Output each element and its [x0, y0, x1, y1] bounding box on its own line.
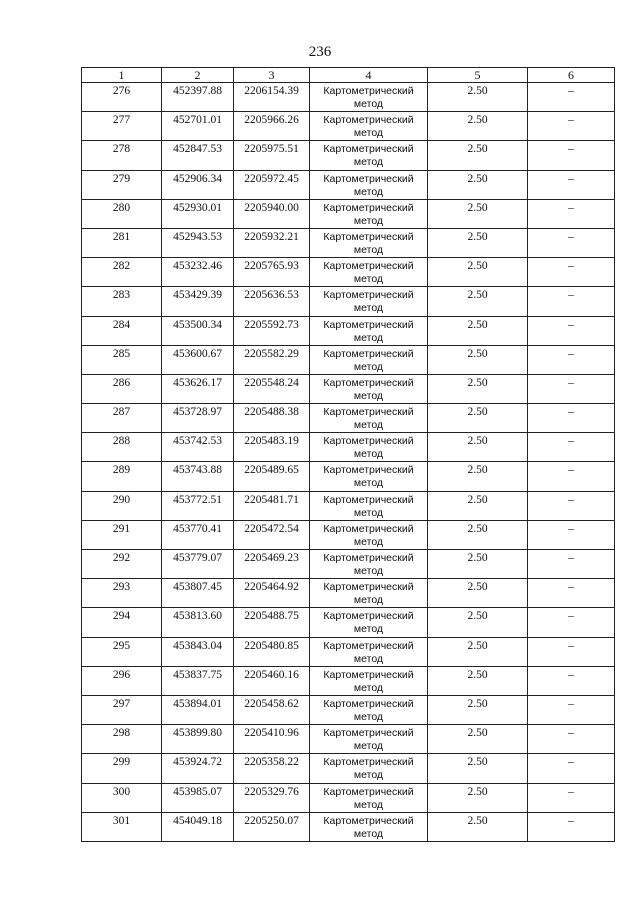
- x-coordinate-cell: 453600.67: [162, 345, 234, 374]
- note-cell: –: [528, 345, 615, 374]
- x-coordinate-cell: 452906.34: [162, 170, 234, 199]
- y-coordinate-cell: 2205472.54: [234, 520, 310, 549]
- y-coordinate-cell: 2205464.92: [234, 579, 310, 608]
- x-coordinate-cell: 453743.88: [162, 462, 234, 491]
- table-row: [82, 462, 615, 491]
- method-cell: Картометрический метод: [310, 608, 428, 637]
- table-row: [82, 374, 615, 403]
- column-header: 3: [234, 68, 310, 83]
- point-number-cell: 300: [82, 783, 162, 812]
- x-coordinate-cell: 453894.01: [162, 695, 234, 724]
- note-cell: –: [528, 579, 615, 608]
- x-coordinate-cell: 453813.60: [162, 608, 234, 637]
- accuracy-cell: 2.50: [428, 637, 528, 666]
- point-number-cell: 290: [82, 491, 162, 520]
- accuracy-cell: 2.50: [428, 725, 528, 754]
- y-coordinate-cell: 2205765.93: [234, 258, 310, 287]
- y-coordinate-cell: 2205975.51: [234, 141, 310, 170]
- note-cell: –: [528, 550, 615, 579]
- accuracy-cell: 2.50: [428, 112, 528, 141]
- x-coordinate-cell: 453807.45: [162, 579, 234, 608]
- accuracy-cell: 2.50: [428, 754, 528, 783]
- table-row: [82, 812, 615, 841]
- x-coordinate-cell: 452847.53: [162, 141, 234, 170]
- method-cell: Картометрический метод: [310, 83, 428, 112]
- note-cell: –: [528, 725, 615, 754]
- table-row: [82, 141, 615, 170]
- note-cell: –: [528, 462, 615, 491]
- note-cell: –: [528, 608, 615, 637]
- x-coordinate-cell: 453924.72: [162, 754, 234, 783]
- point-number-cell: 276: [82, 83, 162, 112]
- note-cell: –: [528, 812, 615, 841]
- accuracy-cell: 2.50: [428, 170, 528, 199]
- y-coordinate-cell: 2205966.26: [234, 112, 310, 141]
- page-number: 236: [308, 44, 332, 60]
- method-cell: Картометрический метод: [310, 404, 428, 433]
- accuracy-cell: 2.50: [428, 199, 528, 228]
- table-row: [82, 316, 615, 345]
- x-coordinate-cell: 452930.01: [162, 199, 234, 228]
- accuracy-cell: 2.50: [428, 608, 528, 637]
- accuracy-cell: 2.50: [428, 228, 528, 257]
- table-row: [82, 258, 615, 287]
- method-cell: Картометрический метод: [310, 462, 428, 491]
- point-number-cell: 283: [82, 287, 162, 316]
- accuracy-cell: 2.50: [428, 695, 528, 724]
- point-number-cell: 295: [82, 637, 162, 666]
- column-header: 4: [310, 68, 428, 83]
- method-cell: Картометрический метод: [310, 112, 428, 141]
- method-cell: Картометрический метод: [310, 374, 428, 403]
- table-body: [82, 83, 615, 842]
- x-coordinate-cell: 453772.51: [162, 491, 234, 520]
- accuracy-cell: 2.50: [428, 666, 528, 695]
- point-number-cell: 284: [82, 316, 162, 345]
- note-cell: –: [528, 141, 615, 170]
- method-cell: Картометрический метод: [310, 345, 428, 374]
- y-coordinate-cell: 2205488.75: [234, 608, 310, 637]
- x-coordinate-cell: 453500.34: [162, 316, 234, 345]
- table-row: [82, 783, 615, 812]
- x-coordinate-cell: 452701.01: [162, 112, 234, 141]
- point-number-cell: 296: [82, 666, 162, 695]
- table-row: [82, 112, 615, 141]
- table-row: [82, 725, 615, 754]
- point-number-cell: 299: [82, 754, 162, 783]
- accuracy-cell: 2.50: [428, 345, 528, 374]
- y-coordinate-cell: 2205972.45: [234, 170, 310, 199]
- method-cell: Картометрический метод: [310, 754, 428, 783]
- method-cell: Картометрический метод: [310, 783, 428, 812]
- table-row: [82, 666, 615, 695]
- point-number-cell: 285: [82, 345, 162, 374]
- method-cell: Картометрический метод: [310, 695, 428, 724]
- accuracy-cell: 2.50: [428, 579, 528, 608]
- y-coordinate-cell: 2205489.65: [234, 462, 310, 491]
- y-coordinate-cell: 2205410.96: [234, 725, 310, 754]
- note-cell: –: [528, 783, 615, 812]
- accuracy-cell: 2.50: [428, 550, 528, 579]
- x-coordinate-cell: 453843.04: [162, 637, 234, 666]
- accuracy-cell: 2.50: [428, 520, 528, 549]
- note-cell: –: [528, 491, 615, 520]
- y-coordinate-cell: 2205932.21: [234, 228, 310, 257]
- note-cell: –: [528, 170, 615, 199]
- x-coordinate-cell: 453899.80: [162, 725, 234, 754]
- point-number-cell: 286: [82, 374, 162, 403]
- table-row: [82, 199, 615, 228]
- table-row: [82, 550, 615, 579]
- table-row: [82, 579, 615, 608]
- x-coordinate-cell: 453626.17: [162, 374, 234, 403]
- method-cell: Картометрический метод: [310, 141, 428, 170]
- table-row: [82, 170, 615, 199]
- table-row: [82, 228, 615, 257]
- note-cell: –: [528, 228, 615, 257]
- y-coordinate-cell: 2205469.23: [234, 550, 310, 579]
- accuracy-cell: 2.50: [428, 83, 528, 112]
- note-cell: –: [528, 316, 615, 345]
- method-cell: Картометрический метод: [310, 520, 428, 549]
- x-coordinate-cell: 453985.07: [162, 783, 234, 812]
- point-number-cell: 278: [82, 141, 162, 170]
- note-cell: –: [528, 404, 615, 433]
- x-coordinate-cell: 453429.39: [162, 287, 234, 316]
- y-coordinate-cell: 2205582.29: [234, 345, 310, 374]
- point-number-cell: 289: [82, 462, 162, 491]
- table-row: [82, 491, 615, 520]
- method-cell: Картометрический метод: [310, 433, 428, 462]
- point-number-cell: 294: [82, 608, 162, 637]
- accuracy-cell: 2.50: [428, 141, 528, 170]
- note-cell: –: [528, 433, 615, 462]
- accuracy-cell: 2.50: [428, 404, 528, 433]
- point-number-cell: 277: [82, 112, 162, 141]
- y-coordinate-cell: 2205483.19: [234, 433, 310, 462]
- accuracy-cell: 2.50: [428, 287, 528, 316]
- table-row: [82, 608, 615, 637]
- point-number-cell: 281: [82, 228, 162, 257]
- y-coordinate-cell: 2205940.00: [234, 199, 310, 228]
- accuracy-cell: 2.50: [428, 316, 528, 345]
- x-coordinate-cell: 452943.53: [162, 228, 234, 257]
- method-cell: Картометрический метод: [310, 491, 428, 520]
- column-header: 2: [162, 68, 234, 83]
- point-number-cell: 291: [82, 520, 162, 549]
- x-coordinate-cell: 453779.07: [162, 550, 234, 579]
- note-cell: –: [528, 374, 615, 403]
- x-coordinate-cell: 453770.41: [162, 520, 234, 549]
- method-cell: Картометрический метод: [310, 316, 428, 345]
- table-row: [82, 695, 615, 724]
- note-cell: –: [528, 520, 615, 549]
- point-number-cell: 293: [82, 579, 162, 608]
- accuracy-cell: 2.50: [428, 258, 528, 287]
- y-coordinate-cell: 2205460.16: [234, 666, 310, 695]
- table-row: [82, 404, 615, 433]
- x-coordinate-cell: 453742.53: [162, 433, 234, 462]
- method-cell: Картометрический метод: [310, 579, 428, 608]
- y-coordinate-cell: 2205480.85: [234, 637, 310, 666]
- table-row: [82, 83, 615, 112]
- y-coordinate-cell: 2205481.71: [234, 491, 310, 520]
- note-cell: –: [528, 695, 615, 724]
- method-cell: Картометрический метод: [310, 812, 428, 841]
- accuracy-cell: 2.50: [428, 783, 528, 812]
- accuracy-cell: 2.50: [428, 433, 528, 462]
- coordinates-table: [81, 67, 615, 842]
- accuracy-cell: 2.50: [428, 812, 528, 841]
- y-coordinate-cell: 2205488.38: [234, 404, 310, 433]
- table-row: [82, 637, 615, 666]
- y-coordinate-cell: 2205250.07: [234, 812, 310, 841]
- note-cell: –: [528, 112, 615, 141]
- point-number-cell: 297: [82, 695, 162, 724]
- method-cell: Картометрический метод: [310, 170, 428, 199]
- x-coordinate-cell: 453837.75: [162, 666, 234, 695]
- y-coordinate-cell: 2205329.76: [234, 783, 310, 812]
- x-coordinate-cell: 453728.97: [162, 404, 234, 433]
- accuracy-cell: 2.50: [428, 374, 528, 403]
- point-number-cell: 298: [82, 725, 162, 754]
- y-coordinate-cell: 2205458.62: [234, 695, 310, 724]
- note-cell: –: [528, 287, 615, 316]
- method-cell: Картометрический метод: [310, 637, 428, 666]
- method-cell: Картометрический метод: [310, 666, 428, 695]
- method-cell: Картометрический метод: [310, 199, 428, 228]
- y-coordinate-cell: 2205592.73: [234, 316, 310, 345]
- table-header-row: [82, 68, 615, 83]
- note-cell: –: [528, 754, 615, 783]
- table-row: [82, 754, 615, 783]
- x-coordinate-cell: 452397.88: [162, 83, 234, 112]
- method-cell: Картометрический метод: [310, 725, 428, 754]
- note-cell: –: [528, 637, 615, 666]
- table-row: [82, 345, 615, 374]
- point-number-cell: 301: [82, 812, 162, 841]
- y-coordinate-cell: 2205358.22: [234, 754, 310, 783]
- point-number-cell: 282: [82, 258, 162, 287]
- x-coordinate-cell: 454049.18: [162, 812, 234, 841]
- point-number-cell: 287: [82, 404, 162, 433]
- column-header: 6: [528, 68, 615, 83]
- y-coordinate-cell: 2206154.39: [234, 83, 310, 112]
- y-coordinate-cell: 2205636.53: [234, 287, 310, 316]
- method-cell: Картометрический метод: [310, 287, 428, 316]
- point-number-cell: 292: [82, 550, 162, 579]
- note-cell: –: [528, 258, 615, 287]
- accuracy-cell: 2.50: [428, 462, 528, 491]
- column-header: 5: [428, 68, 528, 83]
- note-cell: –: [528, 666, 615, 695]
- column-header: 1: [82, 68, 162, 83]
- table-row: [82, 433, 615, 462]
- table-row: [82, 287, 615, 316]
- point-number-cell: 280: [82, 199, 162, 228]
- note-cell: –: [528, 83, 615, 112]
- table-row: [82, 520, 615, 549]
- method-cell: Картометрический метод: [310, 228, 428, 257]
- method-cell: Картометрический метод: [310, 550, 428, 579]
- note-cell: –: [528, 199, 615, 228]
- y-coordinate-cell: 2205548.24: [234, 374, 310, 403]
- method-cell: Картометрический метод: [310, 258, 428, 287]
- accuracy-cell: 2.50: [428, 491, 528, 520]
- point-number-cell: 288: [82, 433, 162, 462]
- x-coordinate-cell: 453232.46: [162, 258, 234, 287]
- point-number-cell: 279: [82, 170, 162, 199]
